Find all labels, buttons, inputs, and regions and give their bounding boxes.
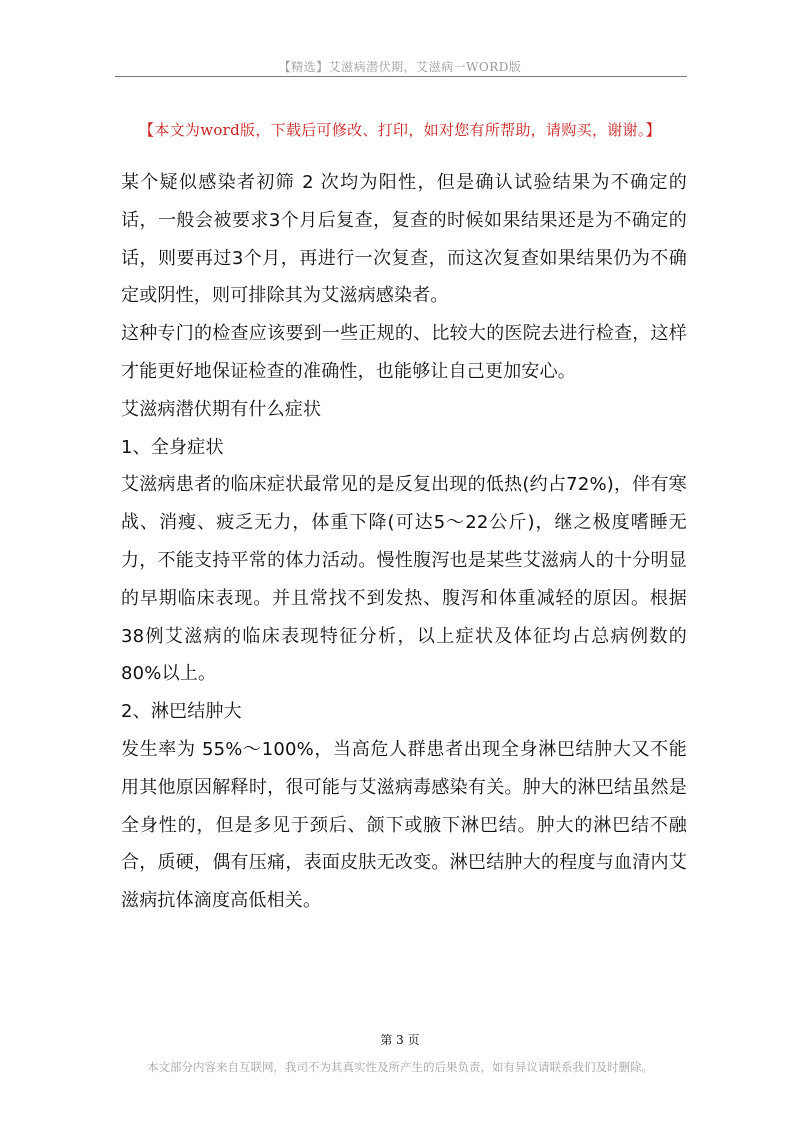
page-number: 第 3 页: [380, 1033, 420, 1047]
paragraph-systemic-symptoms: 艾滋病患者的临床症状最常见的是反复出现的低热(约占72%)，伴有寒战、消瘦、疲乏无力，体重下降(可达5～22公斤)，继之极度嗜睡无力，不能支持平常的体力活动。慢性腹泻也是某些艾滋病人的十分明显的早期临床表现。并且常找不到发热、腹泻和体重减轻的原因。根据38例艾滋病的临床表现特征分析，以上症状及体征均占总病例数的80%以上。: [121, 474, 687, 685]
download-notice: 【本文为word版，下载后可修改、打印，如对您有所帮助，请购买，谢谢。】: [139, 121, 661, 139]
paragraph-retest: 某个疑似感染者初筛 2 次均为阳性，但是确认试验结果为不确定的话，一般会被要求3个月后复查，复查的时候如果结果还是为不确定的话，则要再过3个月，再进行一次复查，而这次复查如果结果仍为不确定或阴性，则可排除其为艾滋病感染者。: [121, 172, 687, 307]
paragraph-lymph-nodes: 发生率为 55%～100%，当高危人群患者出现全身淋巴结肿大又不能用其他原因解释时，很可能与艾滋病毒感染有关。肿大的淋巴结虽然是全身性的，但是多见于颈后、颌下或腋下淋巴结。肿大的淋巴结不融合，质硬，偶有压痛，表面皮肤无改变。淋巴结肿大的程度与血清内艾滋病抗体滴度高低相关。: [121, 738, 687, 912]
footer-disclaimer: 本文部分内容来自互联网，我司不为其真实性及所产生的后果负责，如有异议请联系我们及时删除。: [147, 1060, 653, 1074]
subheading-systemic-symptoms: 1、全身症状: [121, 436, 224, 458]
document-body: [121, 164, 687, 920]
section-heading-symptoms: 艾滋病潜伏期有什么症状: [121, 398, 322, 420]
paragraph-hospital-advice: 这种专门的检查应该要到一些正规的、比较大的医院去进行检查，这样才能更好地保证检查的准确性，也能够让自己更加安心。: [121, 323, 687, 382]
document-header-title: 【精选】艾滋病潜伏期，艾滋病一WORD版: [278, 60, 522, 74]
header-divider: [115, 76, 687, 77]
subheading-lymph-nodes: 2、淋巴结肿大: [121, 701, 242, 723]
